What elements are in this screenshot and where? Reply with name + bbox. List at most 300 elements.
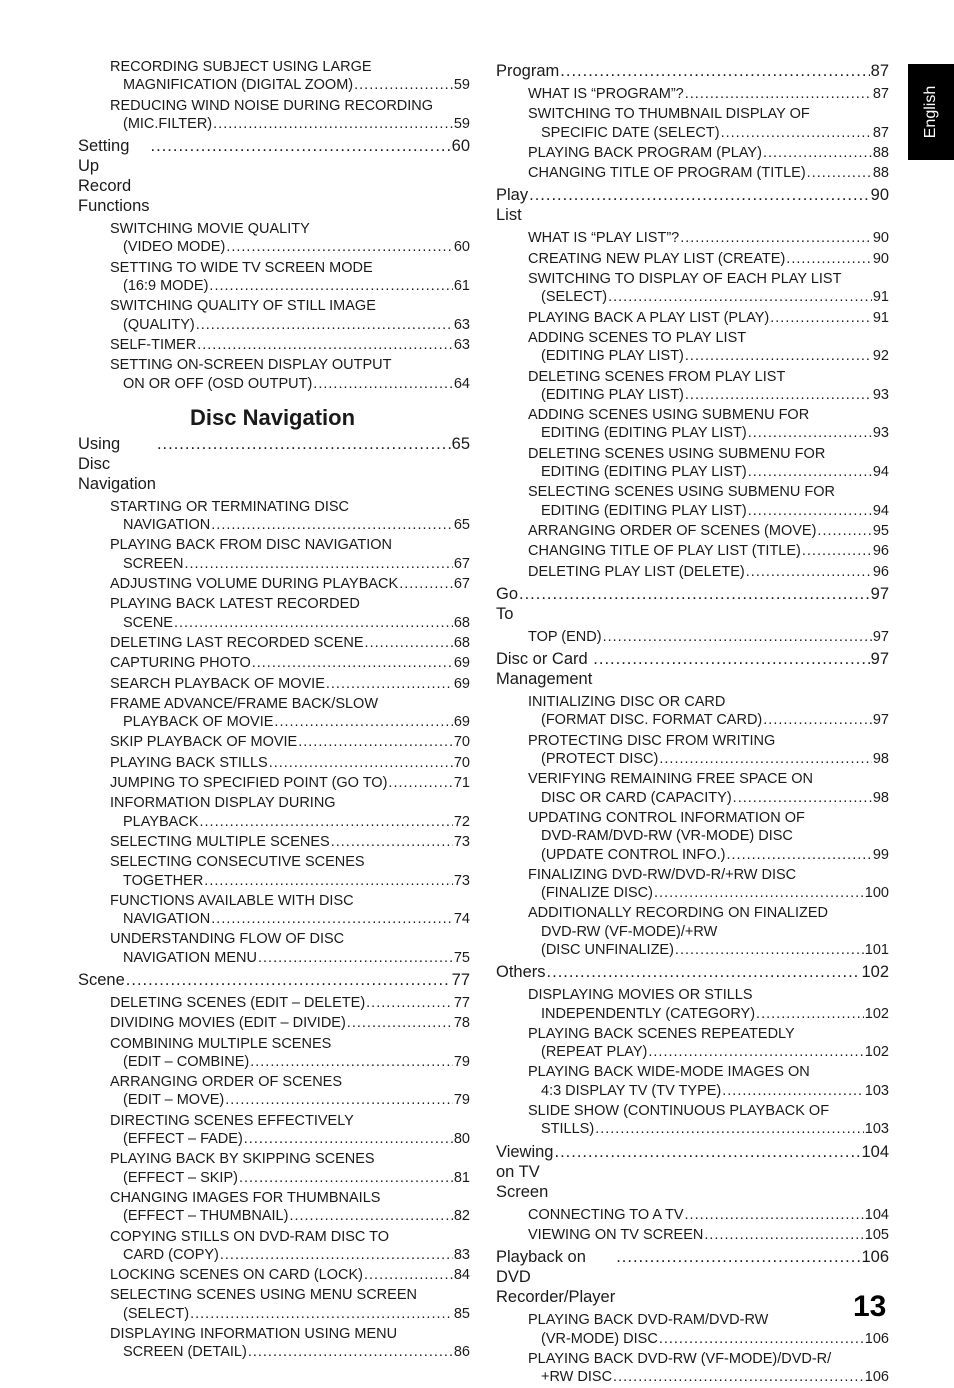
toc-subentry[interactable]: [78, 1228, 470, 1265]
toc-subentry[interactable]: [78, 1150, 470, 1187]
toc-subentry-text: ADDITIONALLY RECORDING ON FINALIZED: [528, 905, 828, 922]
dot-leader: [244, 1130, 453, 1148]
toc-subentry-text: SELECTING SCENES USING MENU SCREEN: [110, 1287, 417, 1304]
toc-subentry-text: EDITING (EDITING PLAY LIST): [541, 425, 747, 442]
dot-leader: [685, 347, 872, 365]
toc-subentry-line: [528, 164, 889, 182]
toc-subentry[interactable]: [496, 770, 889, 807]
toc-subentry-text: INITIALIZING DISC OR CARD: [528, 694, 726, 711]
toc-subentry-text: (EFFECT – THUMBNAIL): [123, 1208, 289, 1225]
dot-leader: [347, 1014, 453, 1032]
toc-subentry[interactable]: [78, 259, 470, 296]
toc-subentry[interactable]: [496, 542, 889, 560]
language-tab-label: English: [922, 85, 939, 139]
toc-section-entry[interactable]: [496, 61, 889, 81]
dot-leader: [608, 288, 872, 306]
toc-subentry-text: PLAYBACK: [123, 813, 199, 830]
toc-section-entry[interactable]: [496, 649, 889, 689]
toc-page-number: 83: [453, 1246, 470, 1263]
dot-leader: [211, 516, 453, 534]
toc-page-number: 77: [453, 994, 470, 1011]
toc-subentry-text: TOP (END): [528, 628, 602, 645]
toc-page-number: 60: [453, 239, 470, 256]
toc-subentry[interactable]: [496, 85, 889, 103]
toc-subentry[interactable]: [78, 654, 470, 672]
toc-subentry-text: DELETING SCENES FROM PLAY LIST: [528, 368, 786, 385]
toc-subentry-line: [110, 910, 470, 928]
toc-subentry-line: [110, 872, 470, 890]
toc-page-number: 106: [864, 1369, 889, 1386]
dot-leader: [252, 654, 453, 672]
toc-subentry[interactable]: [78, 1073, 470, 1110]
dot-leader: [225, 1091, 453, 1109]
toc-page-number: 104: [861, 1142, 889, 1161]
dot-leader: [220, 1246, 453, 1264]
toc-subentry-text: SCREEN: [123, 555, 184, 572]
dot-leader: [659, 750, 872, 768]
dot-leader: [721, 124, 872, 142]
toc-subentry-line: [528, 628, 889, 646]
toc-subentry-text: DVD-RAM/DVD-RW (VR-MODE) DISC: [541, 828, 793, 845]
toc-subentry-text: SWITCHING TO THUMBNAIL DISPLAY OF: [528, 106, 810, 123]
toc-subentry[interactable]: [78, 1325, 470, 1362]
toc-subentry[interactable]: [496, 368, 889, 405]
toc-subentry[interactable]: [496, 144, 889, 162]
dot-leader: [654, 884, 864, 902]
toc-subentry-text: PROTECTING DISC FROM WRITING: [528, 732, 776, 749]
toc-subentry[interactable]: [78, 575, 470, 593]
toc-page-number: 67: [453, 555, 470, 572]
toc-subentry-text: DIRECTING SCENES EFFECTIVELY: [110, 1112, 354, 1129]
dot-leader: [595, 1120, 864, 1138]
toc-subentry[interactable]: [78, 733, 470, 751]
toc-subentry-line: [110, 1266, 470, 1284]
toc-subentry-line: [528, 85, 889, 103]
toc-page-number: 93: [872, 425, 889, 442]
dot-leader: [226, 238, 453, 256]
toc-subentry-line: [528, 144, 889, 162]
toc-subentry-line: [110, 1091, 470, 1109]
toc-subentry[interactable]: [496, 1311, 889, 1348]
dot-leader: [704, 1226, 863, 1244]
dot-leader: [209, 277, 452, 295]
toc-page-number: 68: [453, 614, 470, 631]
dot-leader: [722, 1082, 864, 1100]
toc-subentry-text: FRAME ADVANCE/FRAME BACK/SLOW: [110, 695, 379, 712]
toc-subentry-text: (FINALIZE DISC): [541, 885, 653, 902]
toc-subentry[interactable]: [496, 693, 889, 730]
toc-subentry-line: [110, 833, 470, 851]
toc-page-number: 60: [451, 137, 470, 156]
toc-section-entry[interactable]: [78, 434, 470, 494]
toc-subentry-text: PLAYING BACK FROM DISC NAVIGATION: [110, 537, 392, 554]
toc-subentry[interactable]: [78, 794, 470, 831]
toc-subentry-text: SEARCH PLAYBACK OF MOVIE: [110, 675, 325, 692]
toc-page-number: 85: [453, 1305, 470, 1322]
dot-leader: [648, 1043, 863, 1061]
toc-subentry-text: INDEPENDENTLY (CATEGORY): [541, 1005, 756, 1022]
toc-page-number: 102: [864, 1005, 889, 1022]
toc-section-entry[interactable]: [496, 185, 889, 225]
toc-subentry[interactable]: [78, 1286, 470, 1323]
toc-page-number: 104: [864, 1206, 889, 1223]
dot-leader: [151, 136, 451, 156]
toc-subentry-text: ARRANGING ORDER OF SCENES (MOVE): [528, 522, 817, 539]
toc-page-number: 86: [453, 1344, 470, 1361]
toc-subentry-line: [528, 347, 889, 365]
toc-subentry-line: [110, 754, 470, 772]
dot-leader: [763, 711, 872, 729]
toc-subentry-text: 4:3 DISPLAY TV (TV TYPE): [541, 1082, 722, 1099]
toc-subentry-text: DELETING PLAY LIST (DELETE): [528, 563, 745, 580]
dot-leader: [399, 575, 453, 593]
toc-subentry-text: CONNECTING TO A TV: [528, 1206, 684, 1223]
toc-subentry[interactable]: [78, 853, 470, 890]
toc-subentry[interactable]: [496, 866, 889, 903]
dot-leader: [529, 185, 870, 205]
toc-page-number: 69: [453, 675, 470, 692]
toc-page-number: 73: [453, 833, 470, 850]
toc-section-label: Program: [496, 62, 560, 80]
dot-leader: [613, 1368, 864, 1386]
toc-subentry[interactable]: [78, 994, 470, 1012]
toc-subentry-line: [110, 1053, 470, 1071]
toc-subentry[interactable]: [78, 833, 470, 851]
toc-subentry-text: CAPTURING PHOTO: [110, 655, 251, 672]
toc-subentry-line: [528, 846, 889, 864]
toc-page-number: 98: [872, 789, 889, 806]
toc-subentry-text: (QUALITY): [123, 316, 195, 333]
toc-subentry-text: (EFFECT – FADE): [123, 1131, 243, 1148]
toc-subentry[interactable]: [78, 58, 470, 95]
dot-leader: [274, 713, 452, 731]
dot-leader: [190, 1305, 453, 1323]
toc-subentry[interactable]: [78, 930, 470, 967]
toc-subentry[interactable]: [496, 1350, 889, 1387]
toc-page-number: 91: [872, 289, 889, 306]
toc-subentry[interactable]: [78, 297, 470, 334]
toc-subentry-line: [528, 522, 889, 540]
toc-page-number: 97: [870, 584, 889, 603]
dot-leader: [269, 754, 453, 772]
toc-subentry-line: [110, 277, 470, 295]
toc-section-entry[interactable]: [78, 136, 470, 216]
toc-subentry-line: [528, 1082, 889, 1100]
toc-subentry[interactable]: [78, 892, 470, 929]
toc-page-number: 68: [453, 634, 470, 651]
dot-leader: [554, 1142, 860, 1162]
toc-page-number: 87: [870, 62, 889, 80]
toc-page-number: 90: [872, 230, 889, 247]
toc-subentry-text: VERIFYING REMAINING FREE SPACE ON: [528, 771, 813, 788]
toc-subentry-text: ON OR OFF (OSD OUTPUT): [123, 375, 313, 392]
toc-subentry-text: COMBINING MULTIPLE SCENES: [110, 1035, 332, 1052]
toc-subentry[interactable]: [78, 336, 470, 354]
toc-subentry-text: REDUCING WIND NOISE DURING RECORDING: [110, 97, 434, 114]
toc-subentry-line: [110, 1130, 470, 1148]
dot-leader: [748, 502, 872, 520]
toc-subentry-text: TOGETHER: [123, 872, 204, 889]
toc-page-number: 101: [864, 941, 889, 958]
toc-subentry-text: DELETING SCENES (EDIT – DELETE): [110, 994, 366, 1011]
dot-leader: [547, 962, 861, 982]
toc-subentry-text: (EDIT – COMBINE): [123, 1053, 250, 1070]
toc-page-number: 87: [872, 86, 889, 102]
toc-subentry-text: SWITCHING MOVIE QUALITY: [110, 221, 310, 238]
toc-subentry-text: ADJUSTING VOLUME DURING PLAYBACK: [110, 576, 399, 593]
toc-subentry-text: +RW DISC: [541, 1369, 613, 1386]
toc-subentry[interactable]: [78, 356, 470, 393]
toc-subentry-text: (EDITING PLAY LIST): [541, 386, 684, 403]
toc-subentry[interactable]: [496, 164, 889, 182]
toc-page-number: 93: [872, 386, 889, 403]
toc-section-entry[interactable]: [496, 1247, 889, 1307]
toc-subentry[interactable]: [496, 105, 889, 142]
toc-subentry[interactable]: [496, 329, 889, 366]
toc-subentry-text: SELF-TIMER: [110, 336, 197, 353]
toc-subentry[interactable]: [78, 536, 470, 573]
toc-page-number: 84: [453, 1267, 470, 1284]
toc-subentry[interactable]: [78, 754, 470, 772]
toc-subentry-text: EDITING (EDITING PLAY LIST): [541, 464, 747, 481]
language-tab: [908, 64, 954, 160]
toc-subentry-text: PLAYING BACK LATEST RECORDED: [110, 596, 360, 613]
toc-subentry-line: [110, 316, 470, 334]
dot-leader: [756, 1005, 864, 1023]
toc-section-label: Playback on DVD Recorder/Player: [496, 1248, 616, 1307]
dot-leader: [298, 733, 453, 751]
toc-page-number: 72: [453, 813, 470, 830]
toc-subentry[interactable]: [78, 1014, 470, 1032]
dot-leader: [817, 522, 871, 540]
toc-subentry[interactable]: [496, 406, 889, 443]
toc-subentry-line: [110, 1246, 470, 1264]
toc-subentry[interactable]: [496, 522, 889, 540]
toc-subentry-text: (FORMAT DISC. FORMAT CARD): [541, 712, 763, 729]
toc-subentry-line: [110, 575, 470, 593]
dot-leader: [763, 144, 872, 162]
toc-subentry-text: LOCKING SCENES ON CARD (LOCK): [110, 1267, 363, 1284]
toc-subentry-text: EDITING (EDITING PLAY LIST): [541, 502, 747, 519]
toc-page-number: 90: [870, 186, 889, 205]
toc-subentry-text: SLIDE SHOW (CONTINUOUS PLAYBACK OF: [528, 1103, 830, 1120]
toc-page-number: 102: [861, 963, 889, 982]
dot-leader: [560, 61, 869, 81]
dot-leader: [685, 386, 872, 404]
toc-subentry-text: (UPDATE CONTROL INFO.): [541, 846, 726, 863]
toc-subentry[interactable]: [496, 809, 889, 864]
toc-subentry[interactable]: [78, 1266, 470, 1284]
toc-subentry[interactable]: [78, 695, 470, 732]
toc-subentry-text: (VR-MODE) DISC: [541, 1330, 658, 1347]
dot-leader: [200, 813, 453, 831]
toc-subentry-line: [110, 614, 470, 632]
toc-section-label: Scene: [78, 970, 125, 989]
toc-page-number: 99: [872, 846, 889, 863]
toc-page-number: 59: [453, 115, 470, 132]
toc-subentry-text: (MIC.FILTER): [123, 115, 213, 132]
toc-page-number: 82: [453, 1208, 470, 1225]
dot-leader: [204, 872, 453, 890]
toc-page-number: 80: [453, 1131, 470, 1148]
toc-page-number: 81: [453, 1169, 470, 1186]
dot-leader: [748, 424, 872, 442]
toc-subentry-text: FINALIZING DVD-RW/DVD-R/+RW DISC: [528, 866, 797, 883]
toc-page-number: 88: [872, 144, 889, 161]
toc-subentry-line: [110, 336, 470, 354]
toc-subentry-text: RECORDING SUBJECT USING LARGE: [110, 59, 372, 75]
toc-subentry-text: STILLS): [541, 1121, 595, 1138]
toc-subentry-text: PLAYING BACK DVD-RW (VF-MODE)/DVD-R/: [528, 1350, 832, 1367]
toc-section-entry[interactable]: [496, 1142, 889, 1202]
dot-leader: [211, 910, 453, 928]
toc-page-number: 106: [861, 1248, 889, 1267]
toc-page-number: 100: [864, 885, 889, 902]
toc-subentry-text: DELETING LAST RECORDED SCENE: [110, 634, 364, 651]
toc-subentry[interactable]: [496, 563, 889, 581]
toc-subentry-text: (VIDEO MODE): [123, 239, 226, 256]
toc-subentry-text: SELECTING SCENES USING SUBMENU FOR: [528, 484, 835, 501]
toc-page-number: 88: [872, 165, 889, 182]
dot-leader: [807, 164, 872, 182]
toc-subentry[interactable]: [78, 595, 470, 632]
toc-subentry-line: [110, 1207, 470, 1225]
toc-subentry[interactable]: [78, 774, 470, 792]
toc-section-entry[interactable]: [496, 962, 889, 982]
toc-subentry-line: [110, 375, 470, 393]
toc-page-number: 63: [453, 316, 470, 333]
toc-subentry[interactable]: [78, 675, 470, 693]
toc-subentry-text: DISC OR CARD (CAPACITY): [541, 789, 732, 806]
toc-page-number: 71: [453, 775, 470, 792]
toc-page-number: 67: [453, 576, 470, 593]
toc-page-number: 87: [872, 124, 889, 141]
dot-leader: [593, 649, 869, 669]
toc-subentry-text: DISPLAYING MOVIES OR STILLS: [528, 987, 753, 1004]
toc-subentry[interactable]: [78, 498, 470, 535]
toc-subentry-text: SETTING ON-SCREEN DISPLAY OUTPUT: [110, 357, 392, 374]
dot-leader: [746, 563, 872, 581]
toc-subentry[interactable]: [496, 1206, 889, 1224]
toc-subentry-line: [528, 1005, 889, 1023]
toc-subentry[interactable]: [78, 220, 470, 257]
toc-subentry[interactable]: [496, 1226, 889, 1244]
toc-subentry-line: [110, 949, 470, 967]
toc-subentry-text: MAGNIFICATION (DIGITAL ZOOM): [123, 77, 354, 94]
dot-leader: [685, 1206, 864, 1224]
toc-subentry-text: COPYING STILLS ON DVD-RAM DISC TO: [110, 1228, 390, 1245]
toc-subentry[interactable]: [496, 309, 889, 327]
dot-leader: [326, 675, 453, 693]
toc-subentry[interactable]: [496, 445, 889, 482]
toc-subentry[interactable]: [78, 1112, 470, 1149]
toc-page-number: 103: [864, 1121, 889, 1138]
toc-subentry-line: [528, 1330, 889, 1348]
dot-leader: [184, 555, 452, 573]
toc-page-number: 78: [453, 1015, 470, 1032]
toc-section-label: Go To: [496, 584, 519, 623]
toc-subentry[interactable]: [496, 1025, 889, 1062]
toc-subentry-text: (REPEAT PLAY): [541, 1044, 648, 1061]
toc-subentry-text: NAVIGATION: [123, 911, 211, 928]
toc-section-label: Viewing on TV Screen: [496, 1142, 554, 1201]
toc-page-number: 98: [872, 751, 889, 768]
toc-subentry-line: [110, 813, 470, 831]
toc-subentry-line: [528, 563, 889, 581]
toc-subentry-text: PLAYING BACK A PLAY LIST (PLAY): [528, 309, 770, 326]
toc-page-number: 65: [451, 434, 470, 453]
toc-subentry[interactable]: [496, 229, 889, 247]
toc-subentry-text: DELETING SCENES USING SUBMENU FOR: [528, 445, 826, 462]
toc-subentry-line: [528, 789, 889, 807]
toc-subentry-text: PLAYING BACK PROGRAM (PLAY): [528, 144, 762, 161]
toc-subentry-text: (EFFECT – SKIP): [123, 1169, 238, 1186]
toc-section-label: Disc or Card Management: [496, 650, 593, 689]
toc-subentry[interactable]: [496, 732, 889, 769]
toc-subentry-text: UNDERSTANDING FLOW OF DISC: [110, 931, 345, 948]
toc-page-number: 59: [453, 77, 470, 94]
toc-page-number: 65: [453, 517, 470, 534]
section-heading: Disc Navigation: [190, 404, 356, 430]
toc-section-entry[interactable]: [496, 584, 889, 624]
dot-leader: [388, 774, 452, 792]
dot-leader: [675, 941, 864, 959]
page-number: 13: [853, 1290, 887, 1323]
dot-leader: [603, 628, 872, 646]
toc-subentry[interactable]: [78, 97, 470, 134]
toc-subentry[interactable]: [78, 1035, 470, 1072]
toc-page-number: 75: [453, 949, 470, 966]
toc-subentry-text: PLAYBACK OF MOVIE: [123, 714, 274, 731]
toc-subentry-line: [528, 1226, 889, 1244]
toc-page-number: 70: [453, 734, 470, 751]
toc-page-number: 64: [453, 375, 470, 392]
toc-subentry[interactable]: [496, 270, 889, 307]
toc-subentry[interactable]: [496, 904, 889, 959]
toc-subentry-text: (SELECT): [123, 1305, 190, 1322]
toc-subentry-text: CHANGING IMAGES FOR THUMBNAILS: [110, 1189, 381, 1206]
toc-subentry[interactable]: [78, 1189, 470, 1226]
toc-subentry-text: UPDATING CONTROL INFORMATION OF: [528, 809, 805, 826]
toc-subentry-text: (PROTECT DISC): [541, 751, 659, 768]
toc-section-entry[interactable]: [78, 970, 470, 990]
dot-leader: [770, 309, 872, 327]
toc-subentry-text: PLAYING BACK STILLS: [110, 754, 268, 771]
dot-leader: [250, 1053, 453, 1071]
toc-subentry[interactable]: [78, 634, 470, 652]
toc-section-label: Using Disc Navigation: [78, 434, 156, 493]
dot-leader: [364, 1266, 453, 1284]
toc-subentry-text: CARD (COPY): [123, 1246, 219, 1263]
toc-subentry[interactable]: [496, 986, 889, 1023]
toc-subentry[interactable]: [496, 1063, 889, 1100]
toc-page-number: 106: [864, 1330, 889, 1347]
toc-subentry[interactable]: [496, 628, 889, 646]
toc-subentry-line: [528, 750, 889, 768]
toc-right-column: [496, 58, 889, 1388]
toc-subentry-text: ADDING SCENES USING SUBMENU FOR: [528, 407, 810, 424]
toc-subentry[interactable]: [496, 250, 889, 268]
toc-subentry-line: [110, 713, 470, 731]
dot-leader: [366, 994, 453, 1012]
toc-subentry[interactable]: [496, 1102, 889, 1139]
toc-subentry-line: [110, 733, 470, 751]
toc-subentry[interactable]: [496, 483, 889, 520]
toc-subentry-line: [528, 542, 889, 560]
toc-subentry-line: [528, 1043, 889, 1061]
toc-page-number: 69: [453, 655, 470, 672]
dot-leader: [331, 833, 453, 851]
